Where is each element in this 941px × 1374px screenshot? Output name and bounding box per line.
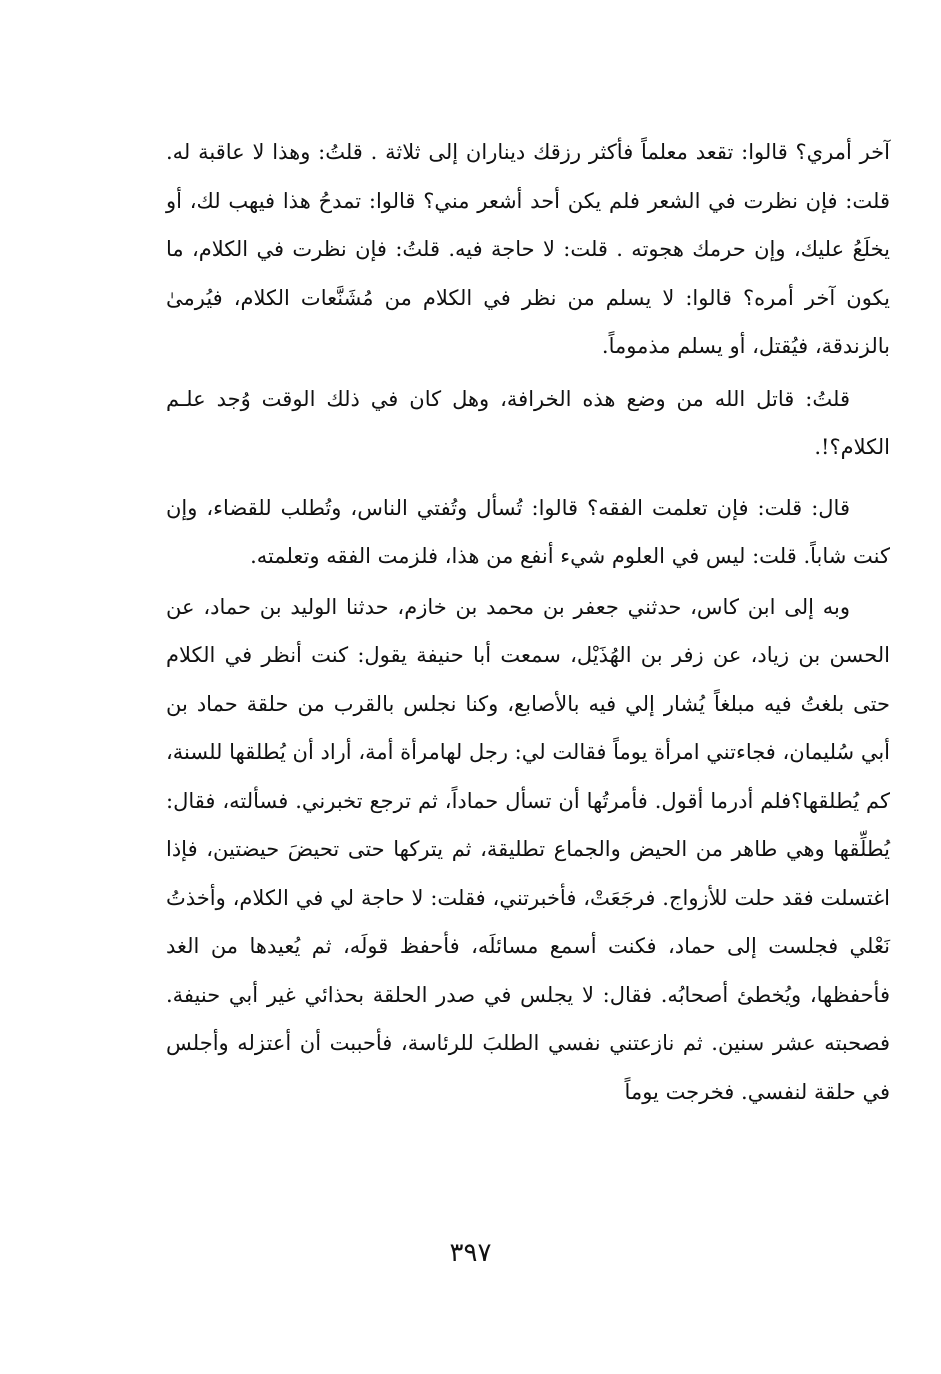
paragraph-4: وبه إلى ابن كاس، حدثني جعفر بن محمد بن خازم، حدثنا الوليد بن حماد، عن الحسن بن زياد، عن زفر بن الهُذَيْل، سمعت أبا حنيفة يقول: كنت أنظر في الكلام حتى بلغتُ فيه مبلغاً يُشار إلي فيه بالأصابع، وكنا نجلس بالقرب من حلقة حماد بن أبي سُليمان، فجاءتني امرأة يوماً فقالت لي: رجل لهامرأة أمة، أراد أن يُطلقها للسنة، كم يُطلقها؟فلم أدرما أقول. فأمرتُها أن تسأل حماداً، ثم ترجع تخبرني. فسألته، فقال: يُطلِّقها وهي طاهر من الحيض والجماع تطليقة، ثم يتركها حتى تحيضَ حيضتين، فإذا اغتسلت فقد حلت للأزواج. فرجَعَتْ، فأخبرتني، فقلت: لا حاجة لي في الكلام، وأخذتُ نَعْلي فجلست إلى حماد، فكنت أسمع مسائلَه، فأحفظ قولَه، ثم يُعيدها من الغد فأحفظها، ويُخطئ أصحابُه. فقال: لا يجلس في صدر الحلقة بحذائي غير أبي حنيفة. فصحبته عشر سنين. ثم نازعتني نفسي الطلبَ للرئاسة، فأحببت أن أعتزله وأجلس في حلقة لنفسي. فخرجت يوماً bbox=[166, 594, 890, 1104]
paragraph-2: قلتُ: قاتل الله من وضع هذه الخرافة، وهل كان في ذلك الوقت وُجد علـم الكلام؟!. bbox=[166, 386, 890, 459]
page-number: ٣٩٧ bbox=[449, 1238, 492, 1268]
paragraph-1: آخر أمري؟ قالوا: تقعد معلماً فأكثر رزقك ديناران إلى ثلاثة . قلتُ: وهذا لا عاقبة له. قلت: فإن نظرت في الشعر فلم يكن أحد أشعر مني؟ قالوا: تمدحُ هذا فيهب لك، أو يخلَعُ عليك، وإن حرمك هجوته . قلت: لا حاجة فيه. قلتُ: فإن نظرت في الكلام، ما يكون آخر أمره؟ قالوا: لا يسلم من نظر في الكلام من مُشَنَّعات الكلام، فيُرمىٰ بالزندقة، فيُقتل، أو يسلم مذموماً. bbox=[166, 140, 890, 358]
paragraph-3: قال: قلت: فإن تعلمت الفقه؟ قالوا: تُسأل وتُفتي الناس، وتُطلب للقضاء، وإن كنت شاباً. قلت: ليس في العلوم شيء أنفع من هذا، فلزمت الفقه وتعلمته. bbox=[166, 495, 890, 568]
body-text bbox=[166, 128, 890, 1116]
